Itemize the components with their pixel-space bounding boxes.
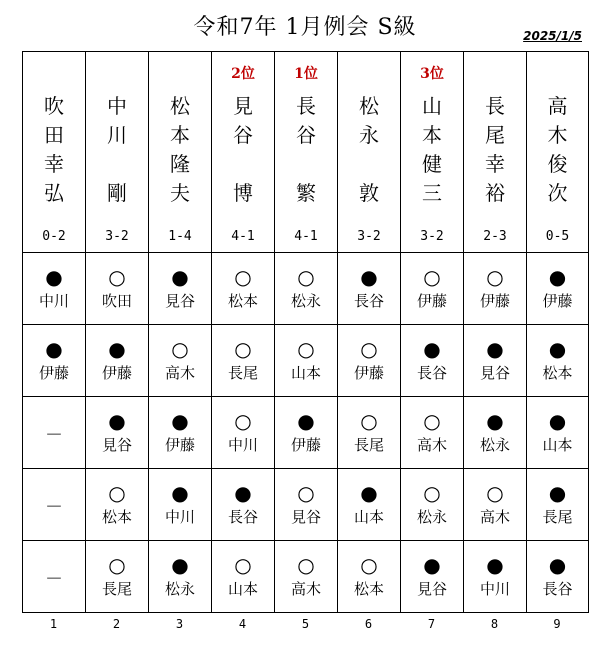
player-name: 見 谷 博 (233, 94, 253, 205)
match-cell (212, 397, 275, 469)
win-mark-icon: ● (548, 409, 567, 433)
no-match-dash: － (45, 569, 63, 590)
opponent-name: 見谷 (101, 436, 132, 454)
player-header (401, 52, 464, 253)
win-loss-score: 4-1 (294, 229, 318, 244)
column-number: 4 (238, 617, 247, 631)
match-cell (338, 541, 401, 613)
match-cell (149, 541, 212, 613)
match-cell (149, 253, 212, 325)
player-header (338, 52, 401, 253)
opponent-name: 長尾 (101, 580, 132, 598)
opponent-name: 伊藤 (542, 292, 573, 310)
match-cell (149, 469, 212, 541)
opponent-name: 高木 (290, 580, 321, 598)
match-cell (86, 469, 149, 541)
results-table (22, 51, 589, 613)
match-cell (338, 253, 401, 325)
win-mark-icon: ● (548, 265, 567, 289)
win-mark-icon: ● (548, 481, 567, 505)
opponent-name: 高木 (164, 364, 195, 382)
opponent-name: 山本 (290, 364, 321, 382)
opponent-name: 松永 (479, 436, 510, 454)
rank-label: 1位 (294, 66, 318, 82)
win-mark-icon: ● (171, 481, 189, 505)
loss-mark-icon: ○ (234, 553, 252, 577)
match-cell (23, 469, 86, 541)
opponent-name: 長谷 (542, 580, 573, 598)
match-cell (23, 253, 86, 325)
match-cell (275, 469, 338, 541)
match-cell (464, 469, 527, 541)
player-header (464, 52, 527, 253)
win-loss-score: 4-1 (231, 229, 255, 244)
opponent-name: 山本 (227, 580, 258, 598)
loss-mark-icon: ○ (486, 481, 504, 505)
match-cell (23, 397, 86, 469)
column-number: 8 (490, 617, 499, 631)
win-mark-icon: ● (486, 337, 504, 361)
player-header (86, 52, 149, 253)
win-mark-icon: ● (108, 337, 126, 361)
loss-mark-icon: ○ (108, 265, 126, 289)
no-match-dash: － (45, 425, 63, 446)
opponent-name: 伊藤 (101, 364, 132, 382)
column-number: 5 (301, 617, 310, 631)
loss-mark-icon: ○ (297, 553, 315, 577)
player-name: 長 尾 幸 裕 (485, 94, 505, 205)
column-number: 2 (112, 617, 121, 631)
opponent-name: 松本 (542, 364, 573, 382)
opponent-name: 松永 (416, 508, 447, 526)
win-mark-icon: ● (486, 553, 504, 577)
opponent-name: 松永 (290, 292, 321, 310)
column-number-row (22, 617, 588, 631)
win-mark-icon: ● (171, 409, 189, 433)
match-cell (464, 397, 527, 469)
round-row (23, 397, 589, 469)
opponent-name: 中川 (227, 436, 258, 454)
opponent-name: 松永 (164, 580, 195, 598)
opponent-name: 長尾 (353, 436, 384, 454)
loss-mark-icon: ○ (108, 553, 126, 577)
player-name: 長 谷 繁 (296, 94, 316, 205)
loss-mark-icon: ○ (108, 481, 126, 505)
player-name: 中 川 剛 (107, 94, 127, 205)
match-cell (275, 325, 338, 397)
player-header-row (23, 52, 589, 253)
rank-label: 3位 (420, 66, 444, 82)
player-name: 松 本 隆 夫 (170, 94, 190, 205)
match-cell (401, 541, 464, 613)
match-cell (527, 325, 589, 397)
win-mark-icon: ● (171, 553, 189, 577)
opponent-name: 長尾 (542, 508, 573, 526)
win-mark-icon: ● (234, 481, 252, 505)
win-loss-score: 1-4 (168, 229, 192, 244)
opponent-name: 中川 (38, 292, 69, 310)
win-mark-icon: ● (45, 265, 63, 289)
match-cell (464, 541, 527, 613)
opponent-name: 見谷 (164, 292, 195, 310)
match-cell (275, 253, 338, 325)
loss-mark-icon: ○ (234, 337, 252, 361)
column-number: 1 (49, 617, 58, 631)
win-loss-score: 0-2 (42, 229, 66, 244)
match-cell (212, 541, 275, 613)
win-mark-icon: ● (171, 265, 189, 289)
win-mark-icon: ● (108, 409, 126, 433)
player-name: 山 本 健 三 (422, 94, 442, 205)
loss-mark-icon: ○ (423, 265, 441, 289)
match-cell (149, 397, 212, 469)
match-cell (527, 469, 589, 541)
opponent-name: 中川 (164, 508, 195, 526)
player-name: 吹 田 幸 弘 (44, 94, 64, 205)
match-cell (275, 541, 338, 613)
win-mark-icon: ● (45, 337, 63, 361)
match-cell (275, 397, 338, 469)
round-row (23, 253, 589, 325)
loss-mark-icon: ○ (297, 265, 315, 289)
opponent-name: 松本 (227, 292, 258, 310)
loss-mark-icon: ○ (360, 337, 378, 361)
win-mark-icon: ● (548, 337, 567, 361)
match-cell (527, 253, 589, 325)
match-cell (401, 253, 464, 325)
opponent-name: 長谷 (416, 364, 447, 382)
win-loss-score: 2-3 (483, 229, 507, 244)
loss-mark-icon: ○ (360, 553, 378, 577)
player-name: 松 永 敦 (359, 94, 379, 205)
column-number: 6 (364, 617, 373, 631)
player-header (527, 52, 589, 253)
win-loss-score: 3-2 (357, 229, 381, 244)
match-cell (401, 469, 464, 541)
match-cell (86, 397, 149, 469)
loss-mark-icon: ○ (234, 265, 252, 289)
rank-label: 2位 (231, 66, 255, 82)
opponent-name: 松本 (353, 580, 384, 598)
round-row (23, 325, 589, 397)
loss-mark-icon: ○ (360, 409, 378, 433)
loss-mark-icon: ○ (423, 409, 441, 433)
round-row (23, 469, 589, 541)
opponent-name: 中川 (479, 580, 510, 598)
opponent-name: 長谷 (353, 292, 384, 310)
opponent-name: 高木 (416, 436, 447, 454)
opponent-name: 伊藤 (416, 292, 447, 310)
player-header (149, 52, 212, 253)
match-cell (212, 469, 275, 541)
match-cell (86, 253, 149, 325)
match-cell (86, 325, 149, 397)
opponent-name: 伊藤 (479, 292, 510, 310)
loss-mark-icon: ○ (234, 409, 252, 433)
match-cell (527, 541, 589, 613)
match-cell (149, 325, 212, 397)
match-cell (464, 253, 527, 325)
player-header (212, 52, 275, 253)
column-number: 9 (553, 617, 561, 631)
page-title: 令和7年 1月例会 S級 (193, 15, 417, 40)
opponent-name: 見谷 (416, 580, 447, 598)
match-cell (212, 253, 275, 325)
opponent-name: 伊藤 (353, 364, 384, 382)
match-cell (401, 397, 464, 469)
match-cell (338, 325, 401, 397)
player-header (23, 52, 86, 253)
loss-mark-icon: ○ (423, 481, 441, 505)
loss-mark-icon: ○ (297, 481, 315, 505)
match-cell (23, 325, 86, 397)
round-row (23, 541, 589, 613)
loss-mark-icon: ○ (297, 337, 315, 361)
opponent-name: 松本 (101, 508, 132, 526)
opponent-name: 伊藤 (290, 436, 321, 454)
opponent-name: 見谷 (290, 508, 321, 526)
opponent-name: 高木 (479, 508, 510, 526)
match-cell (338, 397, 401, 469)
win-mark-icon: ● (423, 337, 441, 361)
win-loss-score: 3-2 (105, 229, 129, 244)
loss-mark-icon: ○ (171, 337, 189, 361)
match-cell (338, 469, 401, 541)
opponent-name: 伊藤 (164, 436, 195, 454)
opponent-name: 見谷 (479, 364, 510, 382)
player-header (275, 52, 338, 253)
match-cell (86, 541, 149, 613)
win-mark-icon: ● (423, 553, 441, 577)
win-mark-icon: ● (360, 481, 378, 505)
match-cell (23, 541, 86, 613)
player-name: 高 木 俊 次 (547, 94, 568, 205)
opponent-name: 吹田 (101, 292, 132, 310)
opponent-name: 長谷 (227, 508, 258, 526)
opponent-name: 伊藤 (38, 364, 69, 382)
column-number: 7 (427, 617, 436, 631)
match-cell (464, 325, 527, 397)
opponent-name: 長尾 (227, 364, 258, 382)
date-label: 2025/1/5 (523, 29, 582, 43)
match-cell (527, 397, 589, 469)
win-mark-icon: ● (486, 409, 504, 433)
win-mark-icon: ● (548, 553, 567, 577)
match-cell (212, 325, 275, 397)
match-cell (401, 325, 464, 397)
win-loss-score: 0-5 (545, 229, 570, 244)
win-mark-icon: ● (360, 265, 378, 289)
win-mark-icon: ● (297, 409, 315, 433)
opponent-name: 山本 (353, 508, 384, 526)
win-loss-score: 3-2 (420, 229, 444, 244)
column-number: 3 (175, 617, 184, 631)
no-match-dash: － (45, 497, 63, 518)
loss-mark-icon: ○ (486, 265, 504, 289)
opponent-name: 山本 (542, 436, 573, 454)
